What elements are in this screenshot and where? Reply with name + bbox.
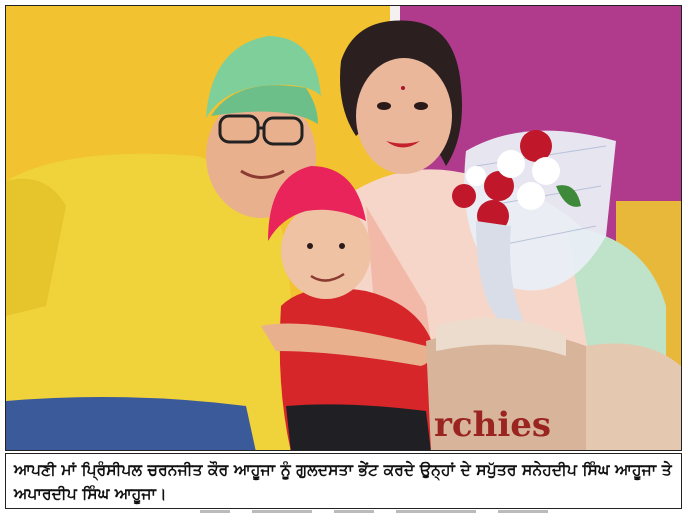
- family-photo: [5, 5, 682, 451]
- photo-caption: ਆਪਣੀ ਮਾਂ ਪ੍ਰਿੰਸੀਪਲ ਚਰਨਜੀਤ ਕੌਰ ਆਹੂਜਾ ਨੂੰ ਗੁਲਦਸਤਾ ਭੇਂਟ ਕਰਦੇ ਉਨ੍ਹਾਂ ਦੇ ਸਪੁੱਤਰ ਸਨੇਹਦੀਪ ਸਿੰਘ ਆਹੂਜਾ ਤੇ ਅਪਾਰਦੀਪ ਸਿੰਘ ਆਹੂਜਾ।: [14, 461, 672, 503]
- photo-illustration: [6, 6, 682, 451]
- next-article-bleed: [0, 510, 688, 516]
- photo-caption-box: [5, 453, 682, 509]
- gift-bag-brand: rchies: [434, 405, 552, 445]
